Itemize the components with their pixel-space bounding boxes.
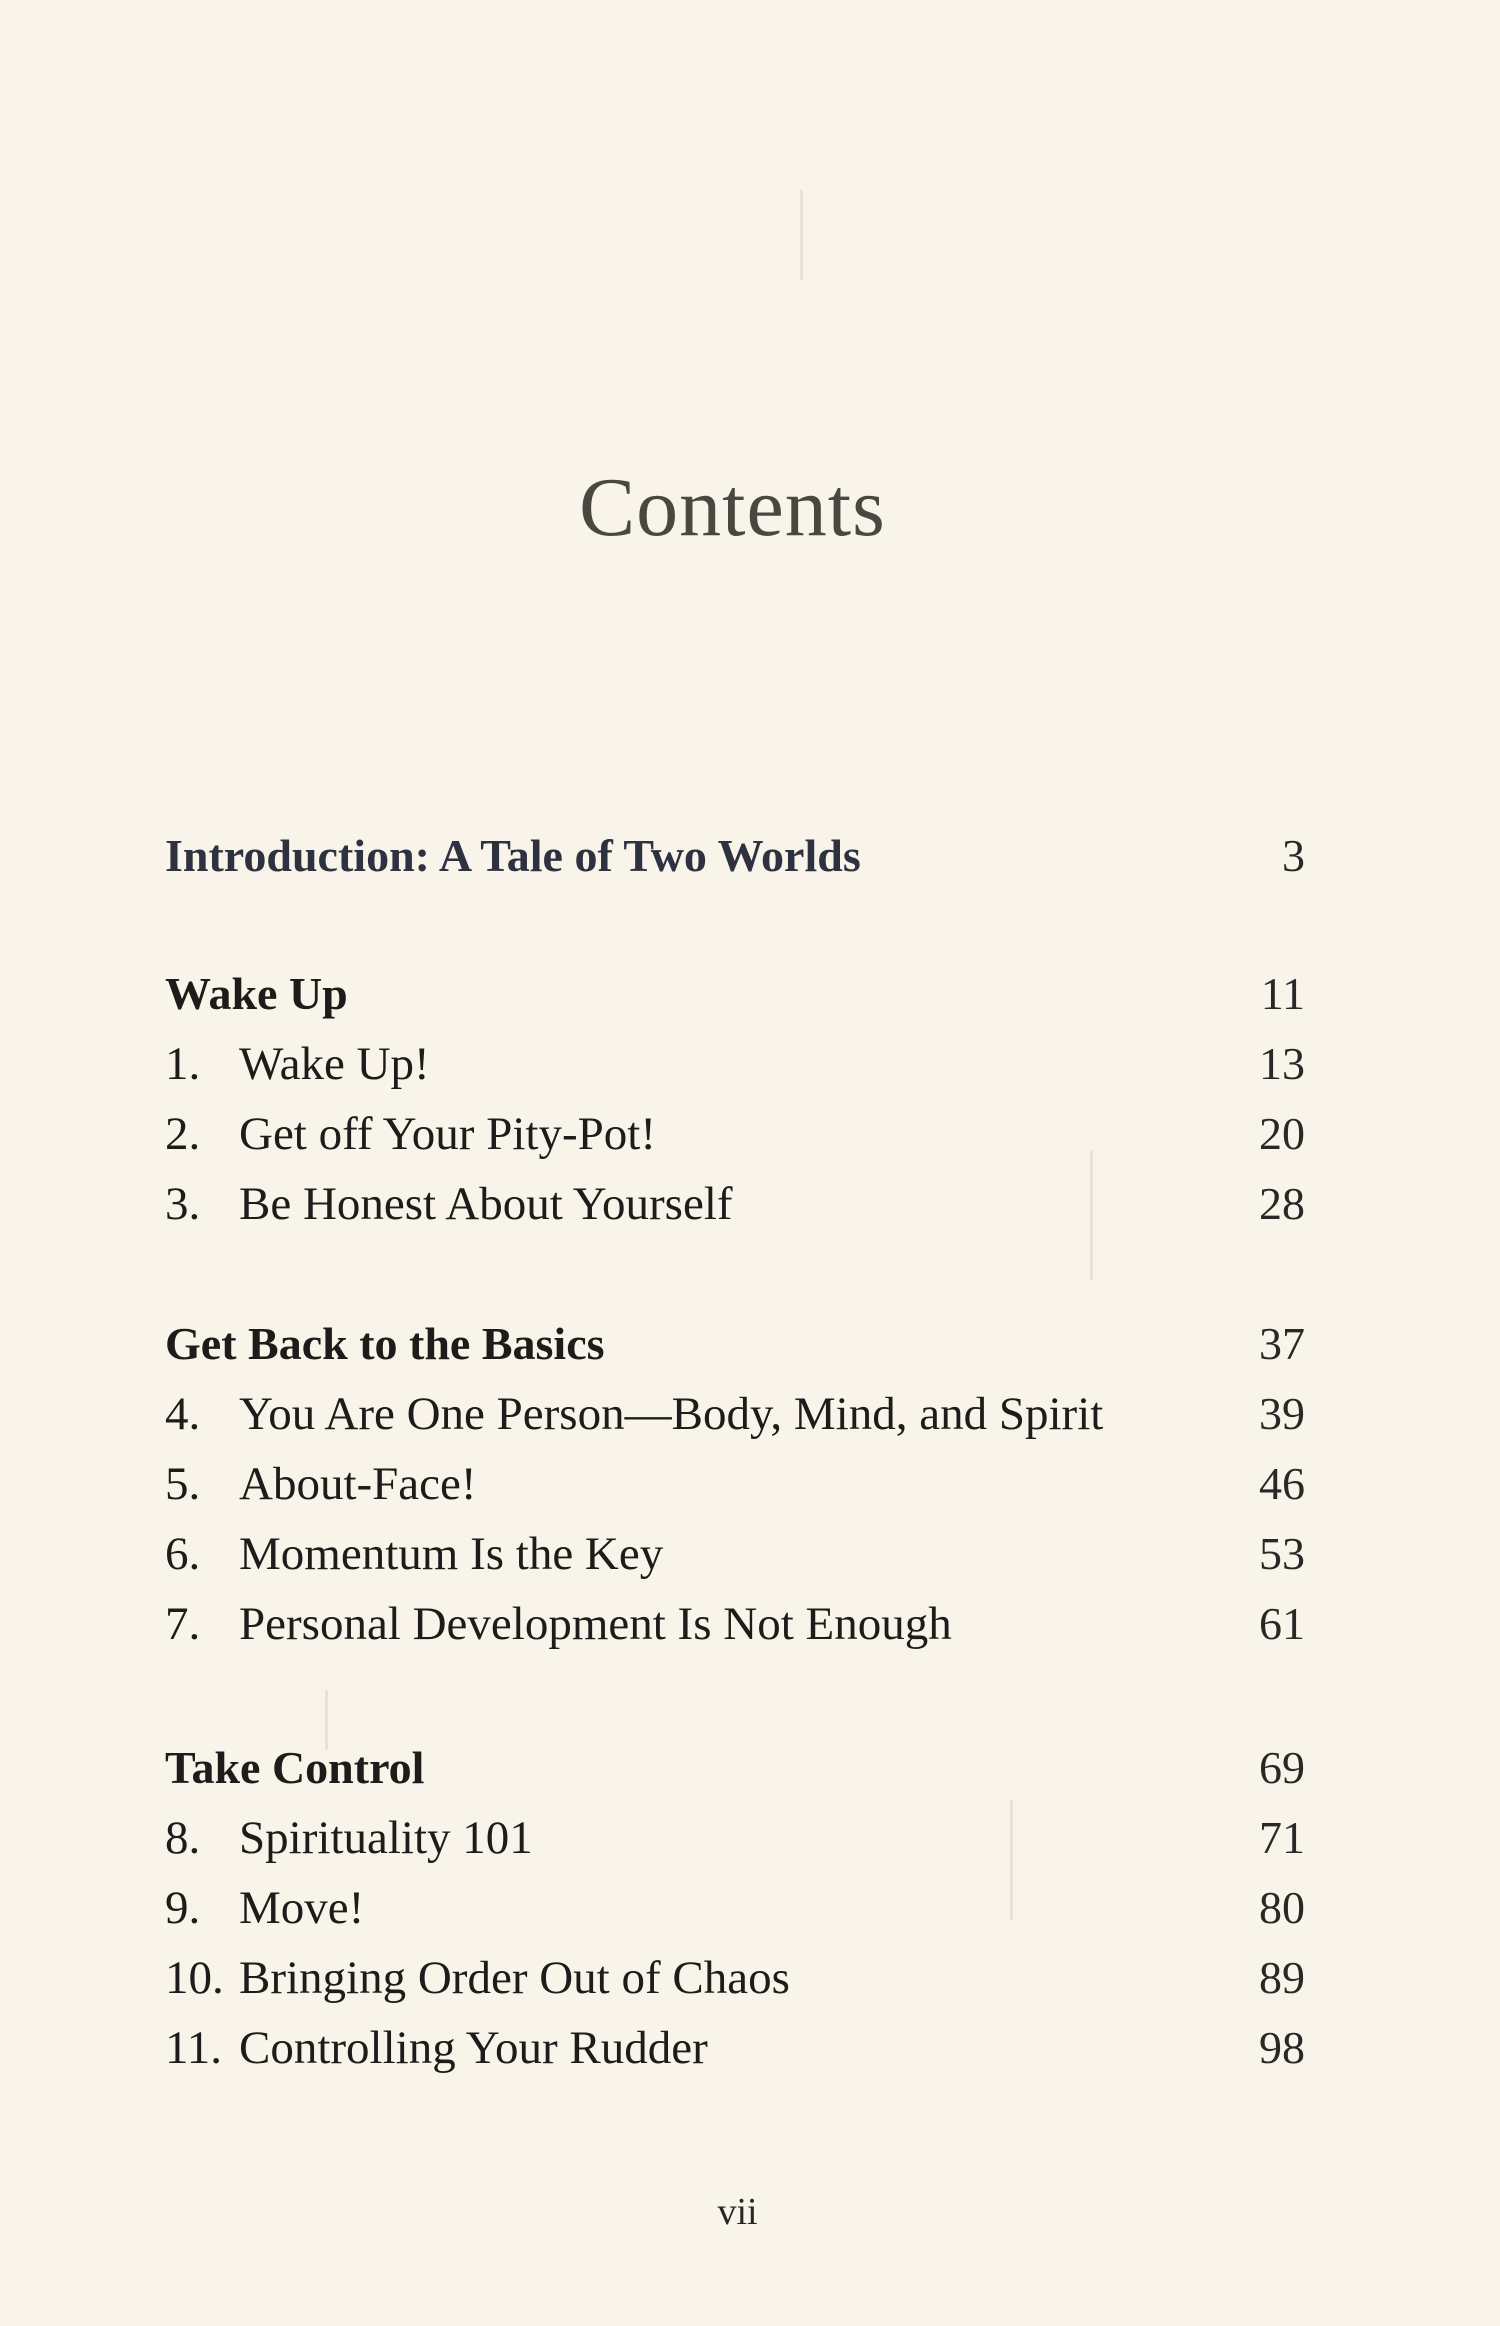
chapter-title-text: Controlling Your Rudder <box>239 2022 708 2074</box>
toc-chapter-entry <box>165 1382 1305 1446</box>
chapter-number: 2. <box>165 1108 201 1160</box>
toc-chapter-entry <box>165 1876 1305 1940</box>
toc-chapter-entry <box>165 2016 1305 2080</box>
chapter-title-text: Momentum Is the Key <box>239 1528 664 1580</box>
entry-page-number: 53 <box>1259 1528 1305 1579</box>
chapter-title-text: About-Face! <box>239 1458 477 1510</box>
entry-page-number: 13 <box>1259 1038 1305 1089</box>
part-title: Take Control <box>165 1742 425 1793</box>
chapter-title-text: Wake Up! <box>239 1038 430 1090</box>
toc-chapter-entry <box>165 1452 1305 1516</box>
chapter-number: 7. <box>165 1598 201 1650</box>
entry-page-number: 69 <box>1259 1742 1305 1793</box>
chapter-title <box>165 1172 733 1236</box>
entry-page-number: 80 <box>1259 1882 1305 1933</box>
chapter-number: 4. <box>165 1388 201 1440</box>
chapter-number: 1. <box>165 1038 201 1090</box>
entry-page-number: 20 <box>1259 1108 1305 1159</box>
toc-entry-introduction <box>165 824 1305 888</box>
part-title: Wake Up <box>165 968 348 1019</box>
chapter-title-text: Get off Your Pity-Pot! <box>239 1108 656 1160</box>
entry-page-number: 28 <box>1259 1178 1305 1229</box>
chapter-title <box>165 1032 430 1096</box>
page-folio: vii <box>717 2191 758 2233</box>
chapter-title-text: Bringing Order Out of Chaos <box>239 1952 790 2004</box>
entry-page-number: 98 <box>1259 2022 1305 2073</box>
chapter-title <box>165 1382 1103 1446</box>
chapter-number: 9. <box>165 1882 201 1934</box>
chapter-title <box>165 1592 952 1656</box>
chapter-title <box>165 1946 790 2010</box>
toc-chapter-entry <box>165 1806 1305 1870</box>
toc-chapter-entry <box>165 1032 1305 1096</box>
entry-page-number: 11 <box>1260 968 1305 1019</box>
chapter-number: 11. <box>165 2022 223 2074</box>
toc-part-heading <box>165 1312 1305 1376</box>
entry-page-number: 39 <box>1259 1388 1305 1439</box>
paper-speck <box>800 190 803 280</box>
entry-title: Introduction: A Tale of Two Worlds <box>165 830 861 881</box>
chapter-number: 5. <box>165 1458 201 1510</box>
chapter-title-text: Spirituality 101 <box>239 1812 533 1864</box>
toc-chapter-entry <box>165 1172 1305 1236</box>
toc-chapter-entry <box>165 1946 1305 2010</box>
chapter-title <box>165 1522 663 1586</box>
entry-page-number: 89 <box>1259 1952 1305 2003</box>
part-title: Get Back to the Basics <box>165 1318 605 1369</box>
entry-page-number: 61 <box>1259 1598 1305 1649</box>
toc-part-heading <box>165 962 1305 1026</box>
chapter-title-text: Be Honest About Yourself <box>239 1178 733 1230</box>
entry-page-number: 46 <box>1259 1458 1305 1509</box>
chapter-title <box>165 1806 533 1870</box>
chapter-title <box>165 1452 477 1516</box>
chapter-number: 8. <box>165 1812 201 1864</box>
toc-chapter-entry <box>165 1102 1305 1166</box>
toc-chapter-entry <box>165 1592 1305 1656</box>
entry-page-number: 71 <box>1259 1812 1305 1863</box>
page-title: Contents <box>579 461 886 555</box>
chapter-number: 3. <box>165 1178 201 1230</box>
chapter-title <box>165 2016 708 2080</box>
chapter-title-text: Move! <box>239 1882 365 1934</box>
entry-page-number: 37 <box>1259 1318 1305 1369</box>
chapter-number: 10. <box>165 1952 224 2004</box>
entry-page-number: 3 <box>1282 830 1305 881</box>
toc-chapter-entry <box>165 1522 1305 1586</box>
chapter-title-text: You Are One Person—Body, Mind, and Spirit <box>239 1388 1104 1440</box>
chapter-title <box>165 1102 656 1166</box>
chapter-number: 6. <box>165 1528 201 1580</box>
chapter-title <box>165 1876 364 1940</box>
chapter-title-text: Personal Development Is Not Enough <box>239 1598 952 1650</box>
toc-part-heading <box>165 1736 1305 1800</box>
